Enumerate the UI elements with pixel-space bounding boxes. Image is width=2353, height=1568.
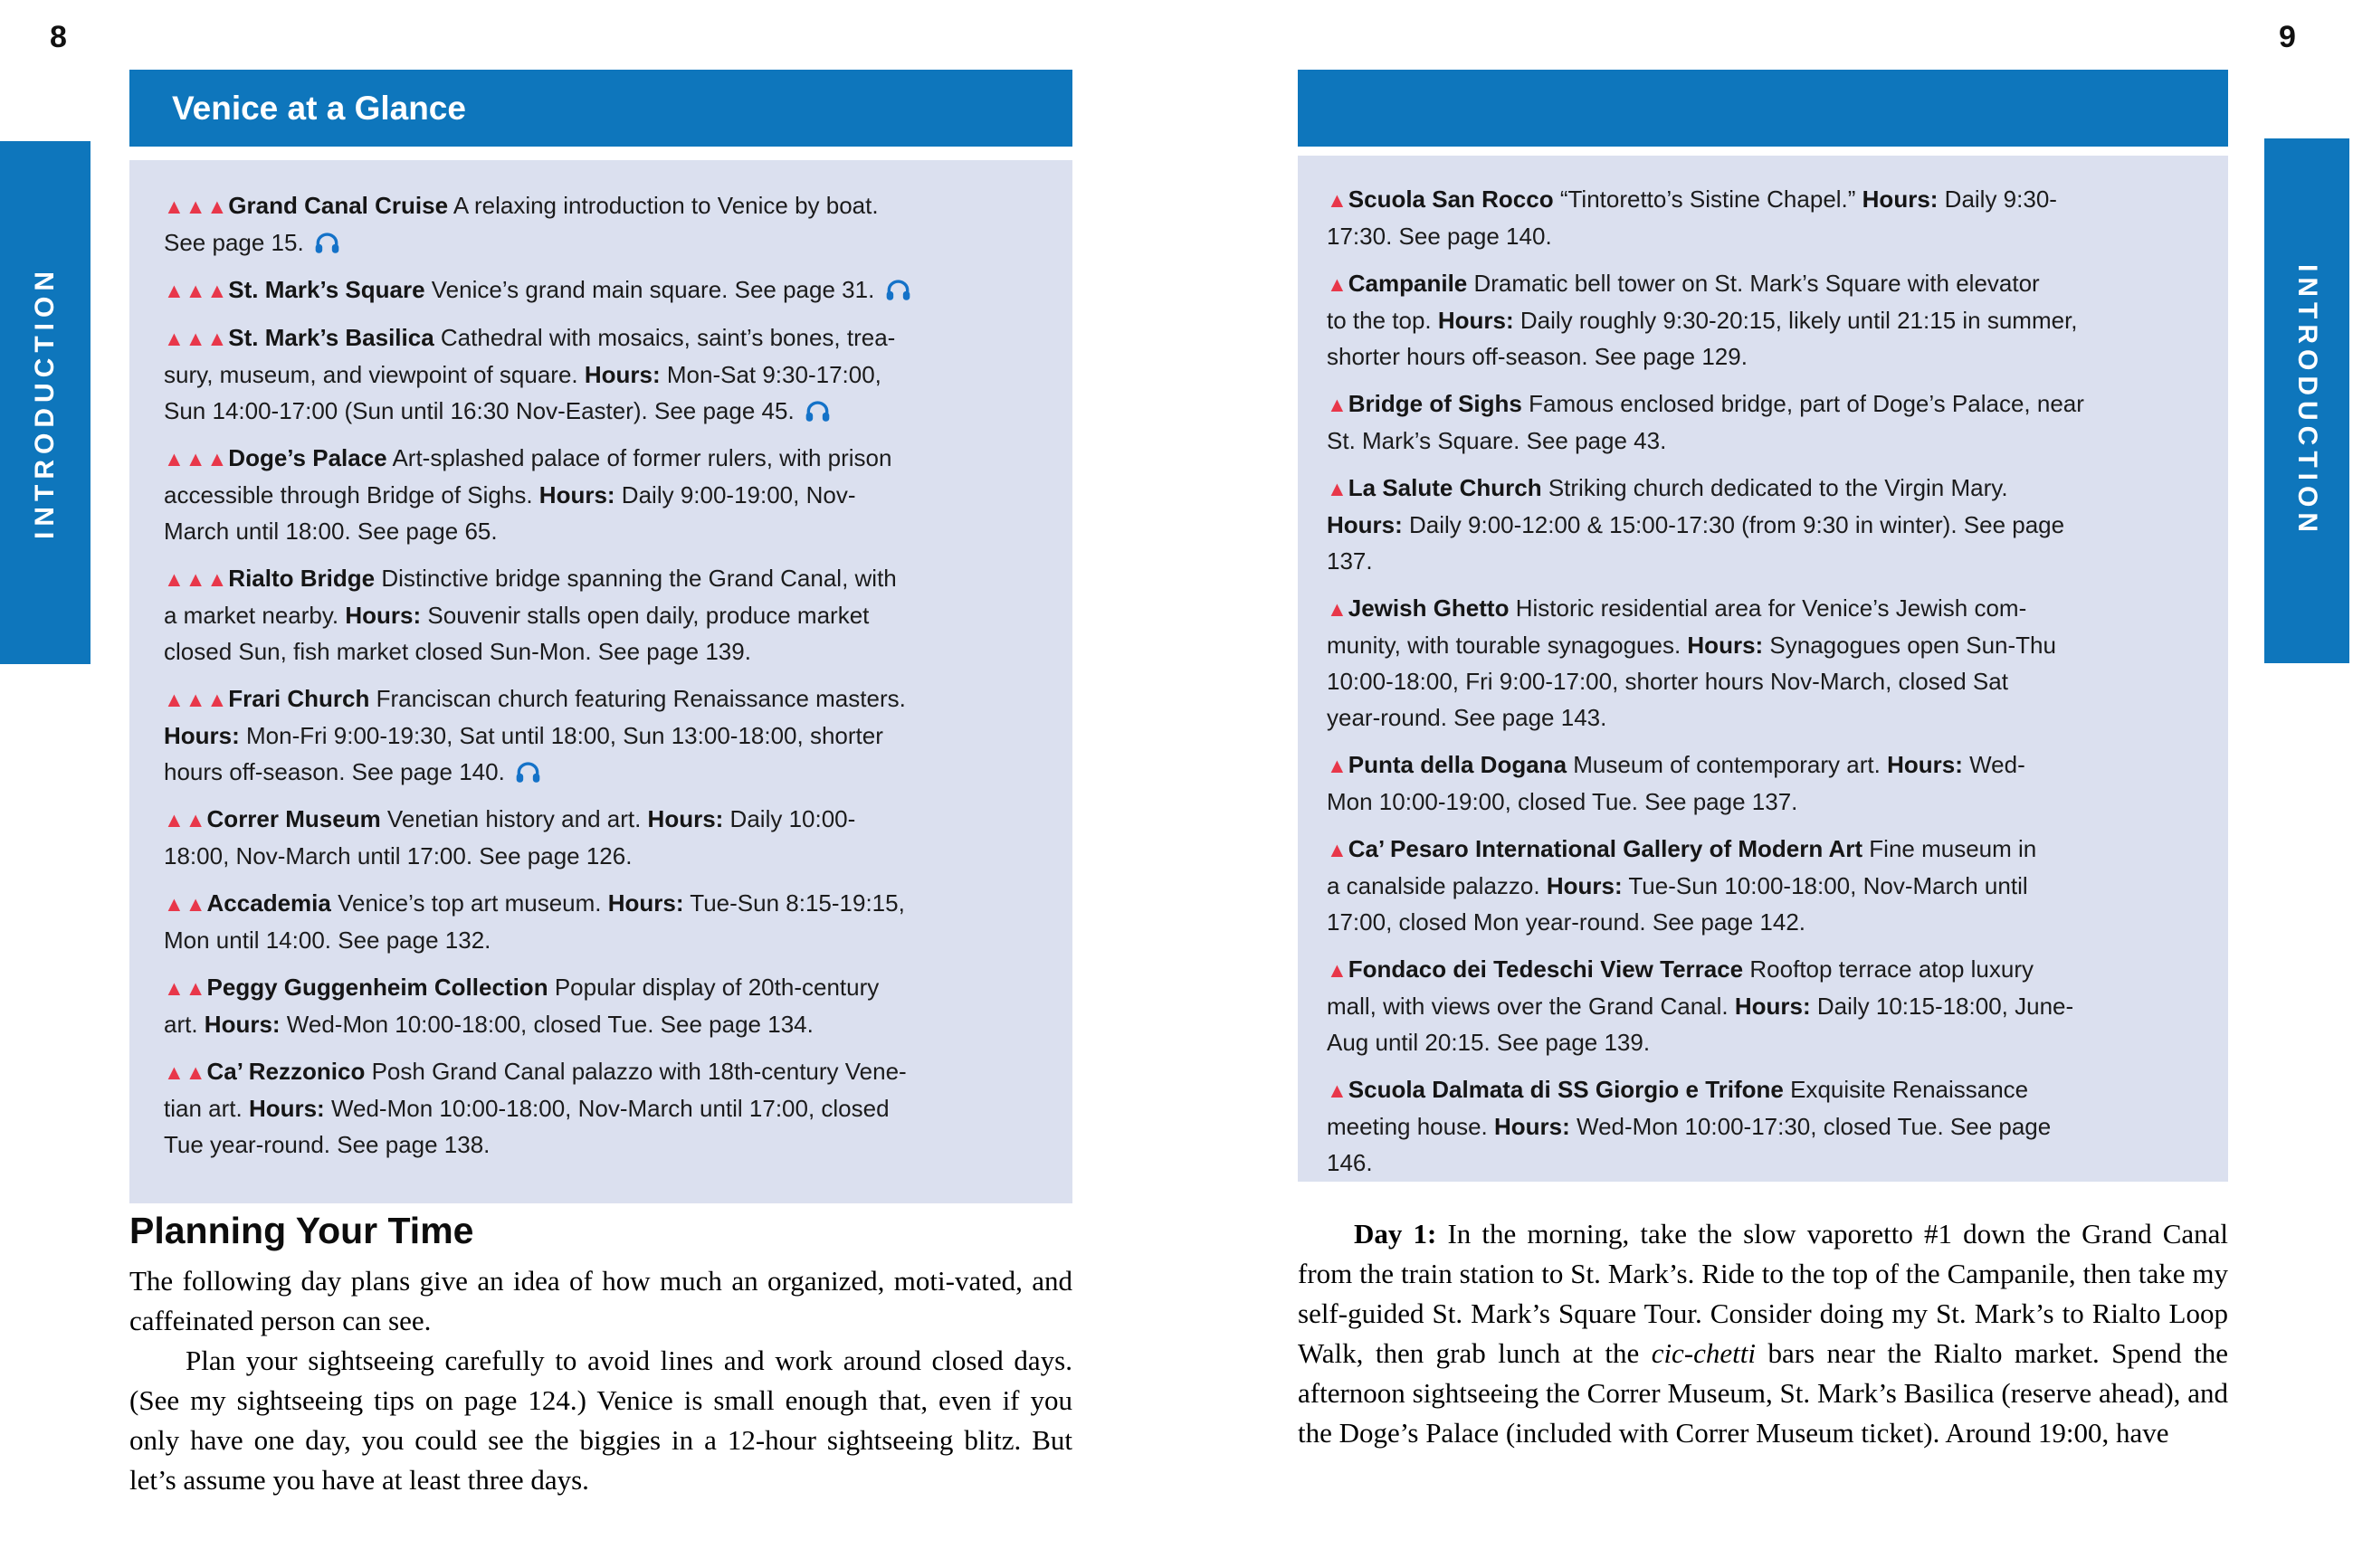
sight-name: Scuola Dalmata di SS Giorgio e Trifone	[1348, 1076, 1784, 1103]
sight-name: Frari Church	[228, 685, 370, 712]
sight-description: Venice’s grand main square. See page 31.	[432, 276, 910, 303]
sight-description: Famous enclosed bridge, part of Doge’s Palace, near St. Mark’s Square. See page 43.	[1327, 390, 2084, 454]
glance-entry	[164, 1053, 1065, 1163]
rating-triangles-icon: ▲▲▲	[164, 195, 229, 218]
sight-name: Punta della Dogana	[1348, 751, 1567, 778]
sight-description: Historic residential area for Venice’s Jewish com- munity, with tourable synagogues. Hours: Synagogues open Sun-Thu 10:00-18:00, Fri 9:00-17:00, shorter hours Nov-March, closed Sat year-round. See page 143.	[1327, 594, 2056, 731]
rating-triangles-icon: ▲▲▲	[164, 688, 229, 711]
sight-description: Cathedral with mosaics, saint’s bones, trea- sury, museum, and viewpoint of square. Hours: Mon-Sat 9:30-17:00, Sun 14:00-17:00 (Sun until 16:30 Nov-Easter). See page 45.	[164, 324, 896, 424]
glance-entry	[164, 187, 1065, 261]
section-heading: Planning Your Time	[129, 1210, 474, 1251]
rating-triangles-icon: ▲▲	[164, 1060, 207, 1084]
day1-section	[1298, 1214, 2228, 1453]
sight-description: Venice’s top art museum. Hours: Tue-Sun 8:15-19:15, Mon until 14:00. See page 132.	[164, 889, 905, 954]
sight-description: A relaxing introduction to Venice by boat. See page 15.	[164, 192, 879, 256]
sight-name: Accademia	[206, 889, 331, 917]
rating-triangles-icon: ▲	[1327, 393, 1348, 416]
sight-name: Grand Canal Cruise	[228, 192, 449, 219]
rating-triangles-icon: ▲	[1327, 477, 1348, 500]
sight-description: Museum of contemporary art. Hours: Wed- Mon 10:00-19:00, closed Tue. See page 137.	[1327, 751, 2025, 815]
sight-description: “Tintoretto’s Sistine Chapel.” Hours: Daily 9:30- 17:30. See page 140.	[1327, 185, 2057, 250]
audio-tour-headphones-icon	[805, 401, 830, 422]
glance-entry	[1327, 746, 2221, 820]
audio-tour-headphones-icon	[886, 280, 910, 300]
body-paragraph: The following day plans give an idea of how much an organized, moti-vated, and caffeinated person can see.	[129, 1265, 1072, 1336]
glance-entry	[164, 319, 1065, 429]
body-paragraph: Plan your sightseeing carefully to avoid lines and work around closed days. (See my sightseeing tips on page 124.) Venice is small enough that, even if you only have one day, you could see the biggies in a 12-hour sightseeing blitz. But let’s assume you have at least three days.	[129, 1345, 1072, 1496]
rating-triangles-icon: ▲	[1327, 958, 1348, 982]
sight-description: Franciscan church featuring Renaissance masters. Hours: Mon-Fri 9:00-19:30, Sat until 18:00, Sun 13:00-18:00, shorter hours off-season. See page 140.	[164, 685, 906, 785]
day1-paragraph	[1298, 1214, 2228, 1453]
sight-description: Dramatic bell tower on St. Mark’s Square with elevator to the top. Hours: Daily roughly 9:30-20:15, likely until 21:15 in summer, shorter hours off-season. See page 129.	[1327, 270, 2078, 370]
rating-triangles-icon: ▲▲▲	[164, 327, 229, 350]
sight-description: Rooftop terrace atop luxury mall, with views over the Grand Canal. Hours: Daily 10:15-18:00, June- Aug until 20:15. See page 139.	[1327, 955, 2074, 1056]
sight-name: St. Mark’s Basilica	[228, 324, 434, 351]
glance-entry	[164, 680, 1065, 790]
glance-entry	[1327, 470, 2221, 579]
audio-tour-headphones-icon	[315, 233, 339, 253]
rating-triangles-icon: ▲▲▲	[164, 567, 229, 591]
rating-triangles-icon: ▲▲	[164, 976, 207, 1000]
glance-entry	[164, 560, 1065, 670]
glance-entry	[1327, 181, 2221, 254]
rating-triangles-icon: ▲▲	[164, 808, 207, 832]
glance-entry	[1327, 385, 2221, 459]
right-introduction-tab	[2264, 138, 2349, 663]
sight-name: Campanile	[1348, 270, 1468, 297]
sight-name: Ca’ Rezzonico	[206, 1058, 366, 1085]
sight-name: Rialto Bridge	[228, 565, 376, 592]
rating-triangles-icon: ▲	[1327, 272, 1348, 296]
glance-entry	[1327, 951, 2221, 1060]
glance-header: Venice at a Glance	[129, 70, 1072, 147]
glance-entry	[1327, 265, 2221, 375]
glance-entry	[164, 885, 1065, 958]
left-tab-label: INTRODUCTION	[30, 266, 60, 539]
glance-entry	[164, 440, 1065, 549]
glance-entry	[164, 969, 1065, 1042]
sight-description: Striking church dedicated to the Virgin Mary. Hours: Daily 9:00-12:00 & 15:00-17:30 (from 9:30 in winter). See page 137.	[1327, 474, 2065, 575]
glance-entry	[164, 271, 1065, 309]
glance-entry	[1327, 831, 2221, 940]
rating-triangles-icon: ▲	[1327, 754, 1348, 777]
right-tab-label: INTRODUCTION	[2292, 264, 2322, 537]
rating-triangles-icon: ▲▲	[164, 892, 207, 916]
sight-name: Ca’ Pesaro International Gallery of Modern Art	[1348, 835, 1863, 862]
sight-name: Scuola San Rocco	[1348, 185, 1554, 213]
glance-entry	[1327, 1071, 2221, 1181]
glance-box-left	[129, 160, 1072, 1203]
audio-tour-headphones-icon	[516, 762, 540, 783]
sight-name: Doge’s Palace	[228, 444, 387, 471]
sight-name: Peggy Guggenheim Collection	[206, 974, 548, 1001]
sight-name: La Salute Church	[1348, 474, 1542, 501]
planning-paragraphs	[129, 1261, 1072, 1500]
rating-triangles-icon: ▲▲▲	[164, 279, 229, 302]
glance-entry	[1327, 590, 2221, 736]
left-introduction-tab	[0, 141, 90, 664]
day1-text: In the morning, take the slow vaporetto #1 down the Grand Canal from the train station to St. Mark’s. Ride to the top of the Campanile, then take my self-guided St. Mark’s Square Tour. Consider doing my St. Mark’s to Rialto Loop Walk, then grab lunch at the cic-chetti bars near the Rialto market. Spend the afternoon sightseeing the Correr Museum, St. Mark’s Basilica (reserve ahead), and the Doge’s Palace (included with Correr Museum ticket). Around 19:00, have	[1298, 1218, 2228, 1449]
page-number-right: 9	[2279, 20, 2296, 54]
sight-description: Posh Grand Canal palazzo with 18th-century Vene- tian art. Hours: Wed-Mon 10:00-18:00, Nov-March until 17:00, closed Tue year-round. See page 138.	[164, 1058, 907, 1158]
rating-triangles-icon: ▲	[1327, 1079, 1348, 1102]
sight-name: Bridge of Sighs	[1348, 390, 1522, 417]
glance-box-right	[1298, 156, 2228, 1182]
sight-description: Popular display of 20th-century art. Hours: Wed-Mon 10:00-18:00, closed Tue. See page 134.	[164, 974, 880, 1038]
rating-triangles-icon: ▲	[1327, 188, 1348, 212]
glance-header-continued	[1298, 70, 2228, 147]
sight-description: Art-splashed palace of former rulers, with prison accessible through Bridge of Sighs. Hours: Daily 9:00-19:00, Nov- March until 18:00. See page 65.	[164, 444, 892, 545]
sight-name: Correr Museum	[206, 805, 381, 832]
sight-description: Venetian history and art. Hours: Daily 10:00- 18:00, Nov-March until 17:00. See page 126.	[164, 805, 856, 870]
rating-triangles-icon: ▲	[1327, 597, 1348, 621]
day1-label: Day 1:	[1354, 1218, 1437, 1250]
page-number-left: 8	[50, 20, 67, 54]
sight-name: Jewish Ghetto	[1348, 594, 1510, 622]
glance-entry	[164, 801, 1065, 874]
sight-name: St. Mark’s Square	[228, 276, 425, 303]
sight-name: Fondaco dei Tedeschi View Terrace	[1348, 955, 1744, 983]
rating-triangles-icon: ▲	[1327, 838, 1348, 861]
sight-description: Exquisite Renaissance meeting house. Hours: Wed-Mon 10:00-17:30, closed Tue. See page 146.	[1327, 1076, 2052, 1176]
sight-description: Distinctive bridge spanning the Grand Canal, with a market nearby. Hours: Souvenir stalls open daily, produce market closed Sun, fish market closed Sun-Mon. See page 139.	[164, 565, 897, 665]
planning-section	[129, 1210, 1072, 1500]
rating-triangles-icon: ▲▲▲	[164, 447, 229, 470]
sight-description: Fine museum in a canalside palazzo. Hours: Tue-Sun 10:00-18:00, Nov-March until 17:00, closed Mon year-round. See page 142.	[1327, 835, 2037, 936]
